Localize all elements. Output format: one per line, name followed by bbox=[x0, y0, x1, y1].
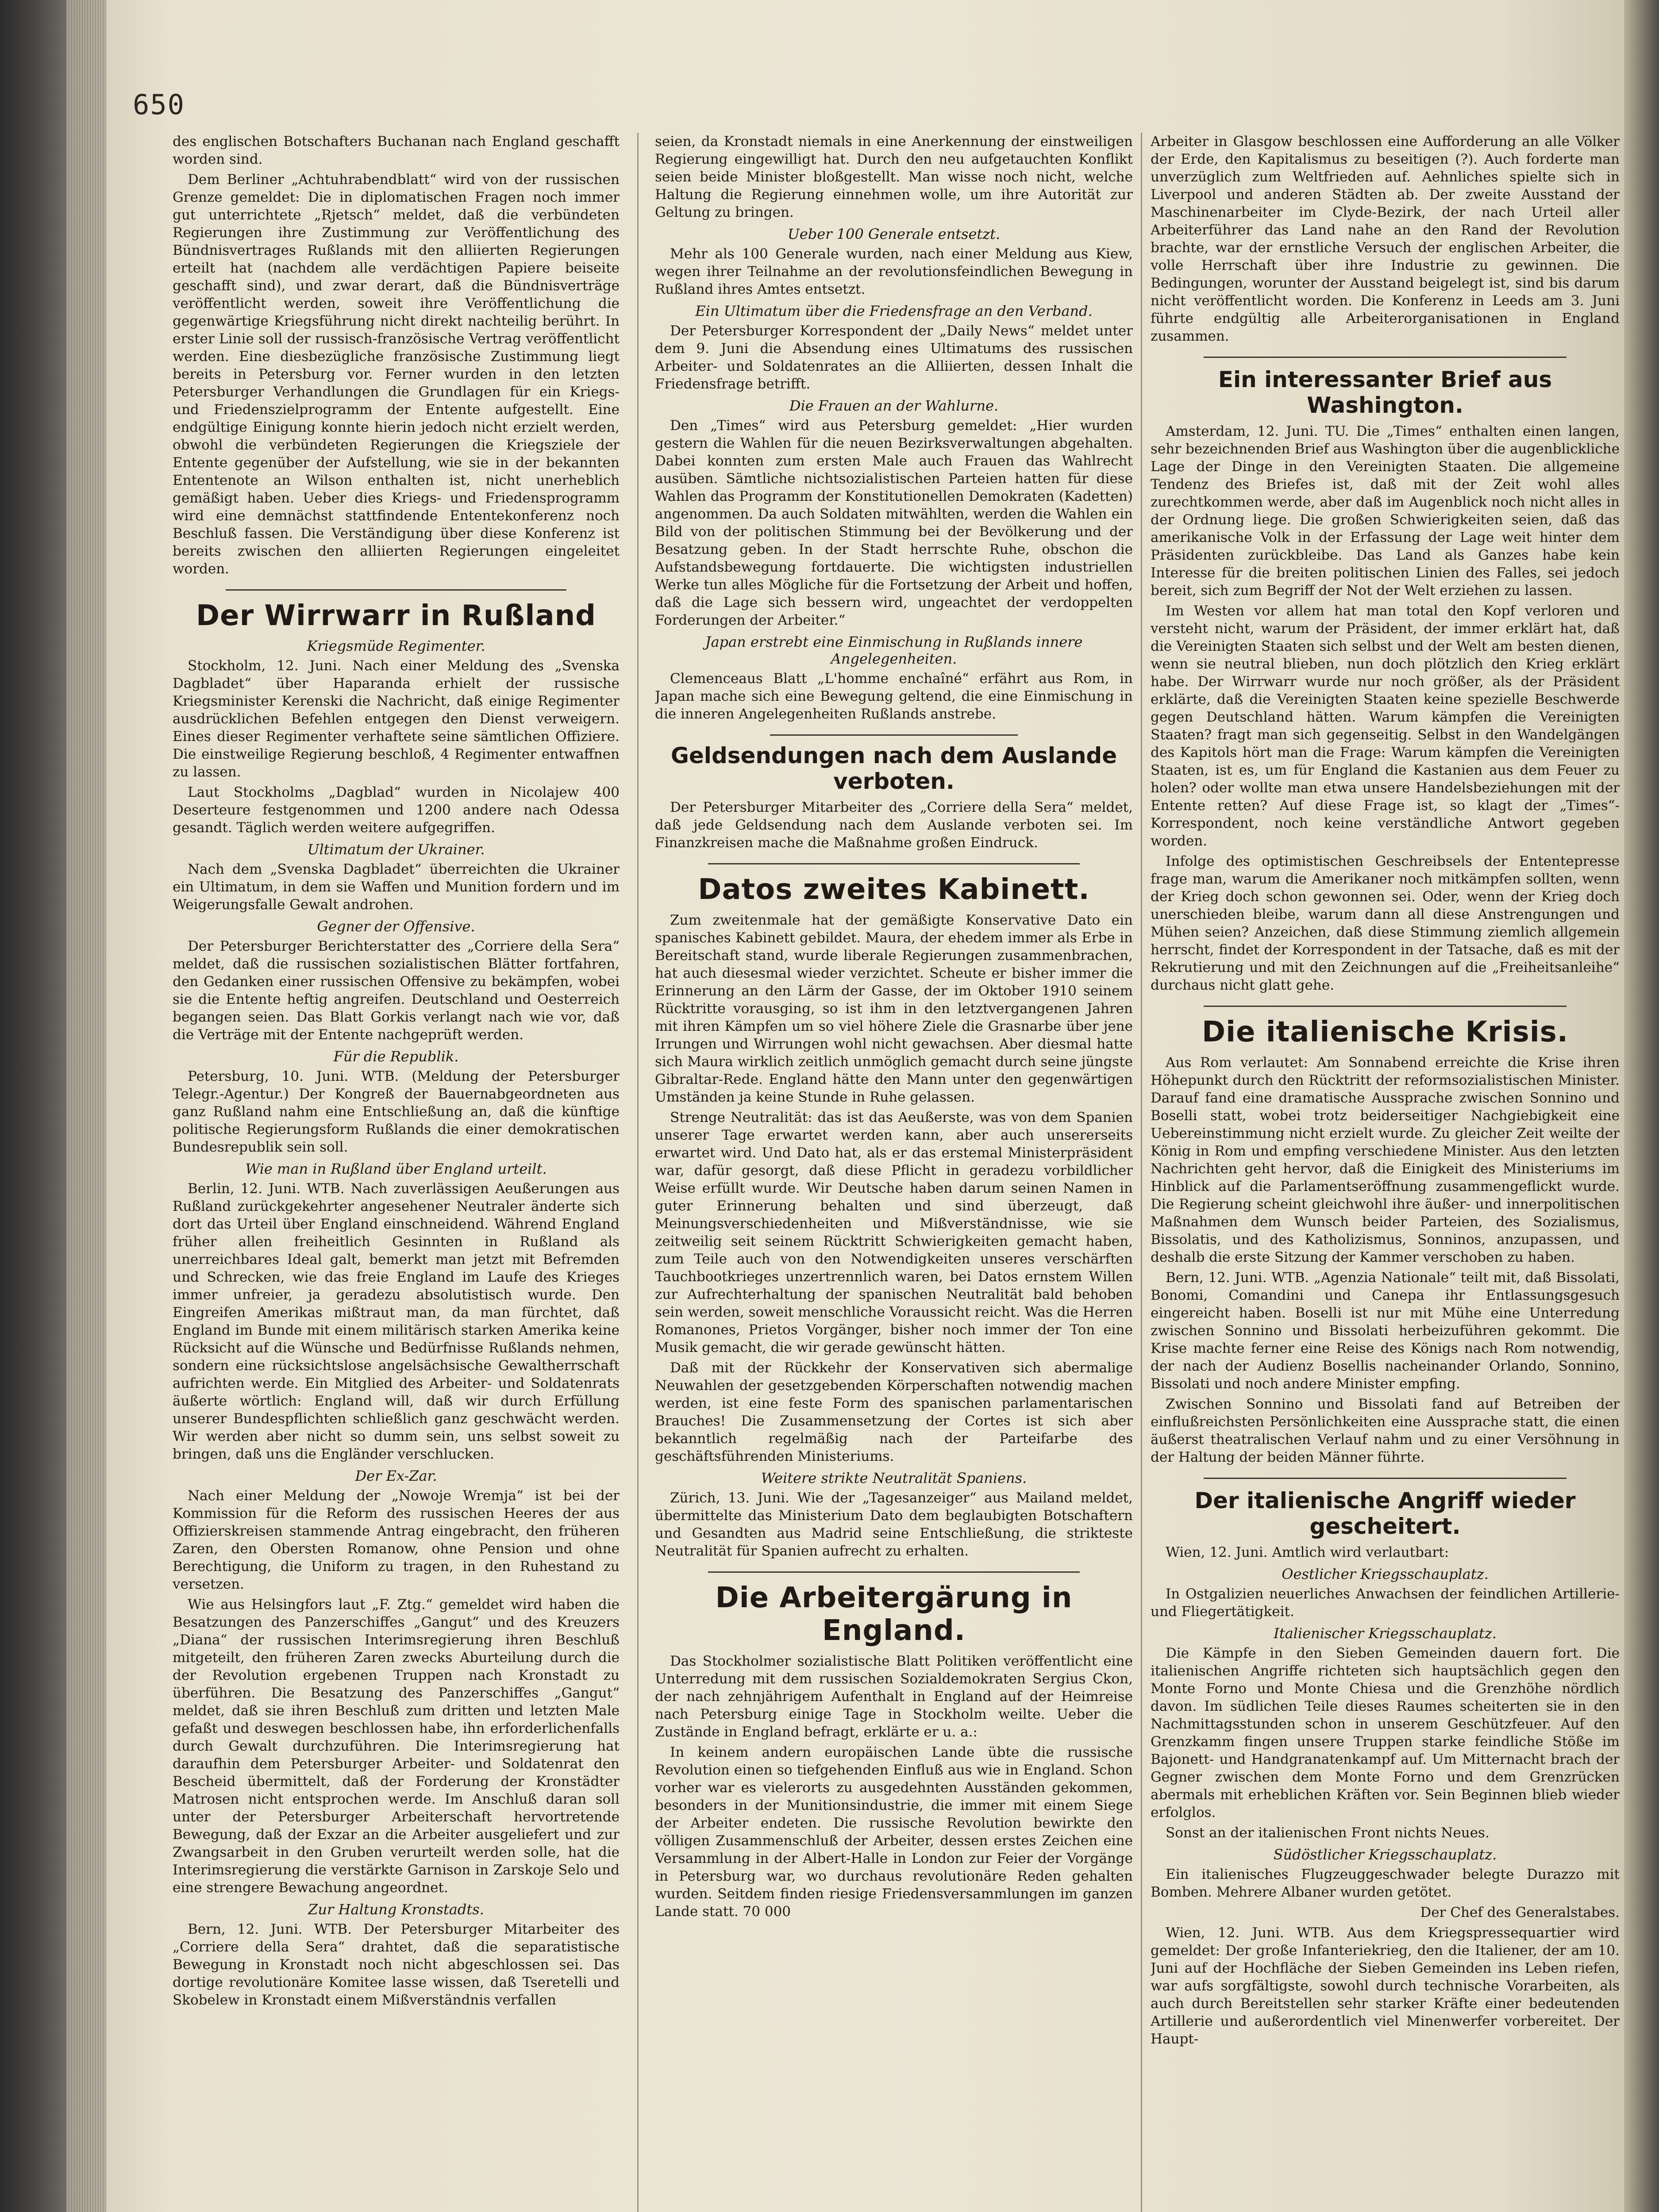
paragraph: Infolge des optimistischen Geschreibsels der Ententepresse frage man, warum die Amerikaner noch mitkämpfen sollten, wenn der Krieg doch schon gewonnen sei. Oder, wenn der Krieg doch unerschieden bleibe, warum dann all diese Anstrengungen und Mühen seien? Anzeichen, daß diese Stimmung ziemlich allgemein herrscht, findet der Korrespondent in der Tatsache, daß es mit der Rekrutierung und mit den Zeichnungen auf die „Freiheitsanleihe“ durchaus nicht glatt gehe. bbox=[1151, 853, 1620, 993]
paragraph: Stockholm, 12. Juni. Nach einer Meldung des „Svenska Dagbladet“ über Haparanda erhielt der russische Kriegsminister Kerenski die Nachricht, daß einige Regimenter ausdrücklichen Befehlen entgegen den Dienst verweigern. Eines dieser Regimenter verhaftete seine sämtlichen Offiziere. Die einstweilige Regierung beschloß, 4 Regimenter entwaffnen zu lassen. bbox=[173, 658, 620, 780]
subheading: Japan erstrebt eine Einmischung in Rußlands innere Angelegenheiten. bbox=[705, 634, 1083, 667]
divider bbox=[1204, 1478, 1567, 1479]
subheading: Oestlicher Kriegsschauplatz. bbox=[1282, 1566, 1489, 1582]
article-arbeitergarung-cont bbox=[1151, 133, 1620, 345]
paragraph: Strenge Neutralität: das ist das Aeußerste, was von dem Spanien unserer Tage erwartet werden kann, aber auch unsererseits erwartet wird. Und Dato hat, als er das erstemal Ministerpräsident war, dafür gesorgt, daß diese Pflicht in geradezu vorbildlicher Weise erfüllt wurde. Wir Deutsche haben darum seinen Namen in guter Erinnerung behalten und sind überzeugt, daß Meinungsverschiedenheiten und Mißverständnisse, wie sie zeitweilig seit seinem Rücktritt Schwierigkeiten gemacht haben, zum Teile auch von den Notwendigkeiten unseres verschärften Tauchbootkrieges unzertrennlich waren, bei Datos ernstem Willen zur Aufrechterhaltung der spanischen Neutralität bald behoben sein werden, soweit menschliche Voraussicht reicht. Was die Herren Romanones, Prietos Vorgänger, bisher noch immer der Ton eine Musik gemacht, die wir gerade gewünscht hätten. bbox=[655, 1110, 1133, 1356]
subheading: Die Frauen an der Wahlurne. bbox=[789, 397, 999, 414]
subheading: Gegner der Offensive. bbox=[317, 918, 475, 935]
paragraph: Bern, 12. Juni. WTB. „Agenzia Nationale“ teilt mit, daß Bissolati, Bonomi, Comandini und Canepa ihr Entlassungsgesuch eingereicht haben. Boselli ist nur mit Mühe eine Unterredung zwischen Sonnino und Bissolati herbeizuführen gekommt. Die Krise machte ferner eine Reise des Königs nach Rom notwendig, der nach der Audienz Bosellis nacheinander Orlando, Sonnino, Bissolati und noch andere Minister empfing. bbox=[1151, 1270, 1620, 1392]
divider bbox=[226, 589, 566, 591]
paragraph: Der Chef des Generalstabes. bbox=[1420, 1905, 1620, 1920]
subheading: Italienischer Kriegsschauplatz. bbox=[1274, 1625, 1497, 1642]
paragraph: Das Stockholmer sozialistische Blatt Politiken veröffentlicht eine Unterredung mit dem russischen Sozialdemokraten Sergius Ckon, der nach zehnjährigem Aufenthalt in England auf der Heimreise nach Petersburg einige Tage in Stockholm weilte. Ueber die Zustände in England befragt, erklärte er u. a.: bbox=[655, 1653, 1133, 1740]
paragraph: Wien, 12. Juni. WTB. Aus dem Kriegspressequartier wird gemeldet: Der große Infanteriekrieg, den die Italiener, der am 10. Juni auf der Hochfläche der Sieben Gemeinden ins Leben riefen, war aufs sorgfältigste, sowohl durch technische Vorarbeiten, als auch durch Bereitstellen sehr starker Kräfte einer bedeutenden Artillerie und außerordentlich viel Minenwerfer vorbereitet. Der Haupt- bbox=[1151, 1925, 1620, 2047]
paragraph: Nach dem „Svenska Dagbladet“ überreichten die Ukrainer ein Ultimatum, in dem sie Waffen und Munition fordern und im Weigerungsfalle Gewalt androhen. bbox=[173, 861, 620, 913]
column-3 bbox=[1151, 133, 1620, 2212]
headline: Datos zweites Kabinett. bbox=[698, 873, 1090, 906]
paragraph: Clemenceaus Blatt „L'homme enchaîné“ erfährt aus Rom, in Japan mache sich eine Bewegung geltend, die eine Einmischung in die inneren Angelegenheiten Rußlands anstrebe. bbox=[655, 671, 1133, 722]
article-wirrwarr-cont bbox=[655, 133, 1133, 723]
divider bbox=[1204, 1006, 1567, 1007]
paragraph: Der Petersburger Mitarbeiter des „Corriere della Sera“ meldet, daß jede Geldsendung nach dem Auslande verboten sei. Im Finanzkreisen mache die Maßnahme großen Eindruck. bbox=[655, 799, 1133, 851]
paragraph: Dem Berliner „Achtuhrabendblatt“ wird von der russischen Grenze gemeldet: Die in diplomatischen Fragen noch immer gut unterrichtete „Rjetsch“ meldet, daß die verbündeten Regierungen ihre Zustimmung zur Veröffentlichung des Bündnisvertrages Rußlands mit den alliierten Regierungen erteilt hat (nachdem alle verdächtigen Papiere beiseite geschafft sind), und zwar derart, daß die Bündnisverträge veröffentlicht werden, soweit ihre Veröffentlichung die gegenwärtige Kriegsführung nicht direkt nachteilig berührt. In erster Linie soll der russisch-französische Vertrag veröffentlicht werden. Eine diesbezügliche französische Zustimmung liegt bereits in Petersburg vor. Ferner wurden in den letzten Petersburger Verhandlungen die Grundlagen für ein Kriegs- und Friedenszielprogramm der Entente aufgestellt. Eine endgültige Einigung konnte hierin jedoch nicht erzielt werden, obwohl die verbündeten Regierungen die Kriegsziele der Entente gegenüber der Aufstellung, wie sie in der bekannten Ententenote an Wilson enthalten ist, nicht unerheblich gemäßigt haben. Ueber dies Kriegs- und Friedensprogramm wird eine demnächst stattfindende Ententekonferenz noch Beschluß fassen. Die Verständigung über diese Konferenz ist bereits zwischen den alliierten Regierungen eingeleitet worden. bbox=[173, 172, 620, 577]
divider bbox=[708, 1571, 1080, 1573]
page-edge-right bbox=[1624, 0, 1659, 2212]
divider bbox=[708, 863, 1080, 864]
paragraph: Zürich, 13. Juni. Wie der „Tagesanzeiger“ aus Mailand meldet, übermittelte das Ministerium Dato dem beglaubigten Botschaftern und Gesandten aus Madrid seine Entschließung, die strikteste Neutralität für Spanien aufrecht zu erhalten. bbox=[655, 1490, 1133, 1559]
subheading: Für die Republik. bbox=[333, 1048, 459, 1065]
article-italienische-krisis bbox=[1151, 1016, 1620, 1466]
subheading: Wie man in Rußland über England urteilt. bbox=[245, 1160, 547, 1177]
subheading: Ultimatum der Ukrainer. bbox=[307, 841, 485, 858]
divider bbox=[770, 734, 1018, 736]
article-wirrwarr bbox=[173, 599, 620, 2009]
paragraph: Ein italienisches Flugzeuggeschwader belegte Durazzo mit Bomben. Mehrere Albaner wurden getötet. bbox=[1151, 1866, 1620, 1900]
paragraph: Berlin, 12. Juni. WTB. Nach zuverlässigen Aeußerungen aus Rußland zurückgekehrter angesehener Neutraler änderte sich dort das Urteil über England einschneidend. Während England früher allen freiheitlich Gesinnten in Rußland als unerreichbares Ideal galt, bemerkt man jetzt mit Befremden und Schrecken, wie das freie England im Laufe des Krieges immer unfreier, ja geradezu absolutistisch wurde. Den Eingreifen Amerikas mißtraut man, da man fürchtet, daß England im Bunde mit einem militärisch starken Amerika keine Rücksicht auf die Wünsche und Bedürfnisse Rußlands nehmen, sondern eine rücksichtslose angelsächsische Gewaltherrschaft aufrichten werde. Ein Mitglied des Arbeiter- und Soldatenrats äußerte wörtlich: England will, daß wir durch Erfüllung unserer Bundespflichten schließlich ganz geschwächt werden. Wir werden aber nicht so dumm sein, uns selbst soweit zu bringen, daß uns die Engländer verschlucken. bbox=[173, 1181, 620, 1462]
divider bbox=[1204, 357, 1567, 358]
article-italienischer-angriff bbox=[1151, 1488, 1620, 2048]
headline: Der italienische Angriff wieder gescheitert. bbox=[1194, 1488, 1576, 1539]
paragraph: des englischen Botschafters Buchanan nach England geschafft worden sind. bbox=[173, 134, 620, 167]
subheading: Weitere strikte Neutralität Spaniens. bbox=[761, 1470, 1027, 1486]
column-1 bbox=[173, 133, 620, 2212]
paragraph: Zum zweitenmale hat der gemäßigte Konservative Dato ein spanisches Kabinett gebildet. Maura, der ehedem immer als Erbe in Bereitschaft stand, wurde liberale Regierungen zusammenbrachen, hat auch diesesmal wieder verzichtet. Scheute er bisher immer die Erinnerung an den Lärm der Gasse, der im Oktober 1910 seinem Rücktritte vorausging, so ist ihm in den letztvergangenen Jahren mit ihren Kämpfen um so viel höhere Ziele die Grasnarbe über jene Irrungen und Wirrungen wohl nicht gewachsen. Aber diesmal hatte sich Maura wirklich zeitlich unmöglich gemacht durch seine jüngste Gibraltar-Rede. England hätte den Mann unter den gegenwärtigen Umständen ja keine Stunde in Ruhe gelassen. bbox=[655, 912, 1133, 1105]
headline: Der Wirrwarr in Rußland bbox=[196, 599, 596, 632]
subheading: Ein Ultimatum über die Friedensfrage an den Verband. bbox=[695, 303, 1093, 319]
paragraph: Mehr als 100 Generale wurden, nach einer Meldung aus Kiew, wegen ihrer Teilnahme an der revolutionsfeindlichen Bewegung in Rußland ihres Amtes entsetzt. bbox=[655, 246, 1133, 297]
paragraph: Petersburg, 10. Juni. WTB. (Meldung der Petersburger Telegr.-Agentur.) Der Kongreß der Bauernabgeordneten aus ganz Rußland nahm eine Entschließung an, daß die künftige politische Regierungsform Rußlands die einer demokratischen Bundesrepublik sein soll. bbox=[173, 1068, 620, 1155]
paragraph: Wie aus Helsingfors laut „F. Ztg.“ gemeldet wird haben die Besatzungen des Panzerschiffes „Gangut“ und des Kreuzers „Diana“ der russischen Interimsregierung ihren Beschluß mitgeteilt, den früheren Zaren zwecks Aburteilung durch die der Revolution ergebenen Truppen nach Kronstadt zu überführen. Die Besatzung des Panzerschiffes „Gangut“ meldet, daß sie ihren Beschluß zum dritten und letzten Male gefaßt und deswegen beschlossen habe, ihn erforderlichenfalls durch Gewalt durchzuführen. Die Interimsregierung hat daraufhin dem Petersburger Arbeiter- und Soldatenrat den Bescheid übermittelt, daß der Forderung der Kronstädter Matrosen nicht entsprochen werde. Im Anschluß daran soll unter der Petersburger Arbeiterschaft hervortretende Bewegung, daß der Exzar an die Arbeiter ausgeliefert und zur Zwangsarbeit in den Gruben verurteilt werden solle, hat die Interimsregierung die verstärkte Garnison in Zarskoje Selo und eine strengere Bewachung angeordnet. bbox=[173, 1597, 620, 1896]
paragraph: Zwischen Sonnino und Bissolati fand auf Betreiben der einflußreichsten Persönlichkeiten eine Aussprache statt, die einen äußerst theatralischen Verlauf nahm und zu einer Versöhnung in der Haltung der beiden Männer führte. bbox=[1151, 1396, 1620, 1465]
paragraph: Aus Rom verlautet: Am Sonnabend erreichte die Krise ihren Höhepunkt durch den Rücktritt der reformsozialistischen Minister. Darauf fand eine dramatische Aussprache zwischen Sonnino und Boselli statt, wobei trotz beiderseitiger Nachgiebigkeit eine Uebereinstimmung nicht erzielt wurde. Zu gleicher Zeit weilte der König in Rom und empfing verschiedene Minister. Aus den letzten Nachrichten geht hervor, daß die Einigkeit des Ministeriums im Hinblick auf die Parlamentseröffnung zusammengeflickt wurde. Die Regierung scheint gleichwohl ihre äußer- und innerpolitischen Maßnahmen dem Wunsch beider Parteien, des Sozialismus, Bissolatis, und des Katholizismus, Sonninos, anzupassen, und deshalb die erste Sitzung der Kammer verschoben zu haben. bbox=[1151, 1055, 1620, 1265]
subheading: Ueber 100 Generale entsetzt. bbox=[787, 226, 1001, 242]
subheading: Zur Haltung Kronstadts. bbox=[308, 1901, 484, 1918]
page-edges-left bbox=[66, 0, 106, 2212]
paragraph: Der Petersburger Korrespondent der „Daily News“ meldet unter dem 9. Juni die Absendung eines Ultimatums des russischen Arbeiter- und Soldatenrates an die Alliierten, dessen Inhalt die Friedensfrage betrifft. bbox=[655, 323, 1133, 392]
paragraph: seien, da Kronstadt niemals in eine Anerkennung der einstweiligen Regierung eingewilligt hat. Durch den neu aufgetauchten Konflikt seien beide Minister bloßgestellt. Man wisse noch nicht, welche Haltung die Regierung einnehmen wolle, um ihre Autorität zur Geltung zu bringen. bbox=[655, 134, 1133, 220]
paragraph: Den „Times“ wird aus Petersburg gemeldet: „Hier wurden gestern die Wahlen für die neuen Bezirksverwaltungen abgehalten. Dabei konnten zum ersten Male auch Frauen das Wahlrecht ausüben. Sämtliche nichtsozialistischen Parteien hatten für diese Wahlen das Programm der Konstitutionellen Demokraten (Kadetten) angenommen. Da auch Soldaten mitwählten, werden die Wahlen ein Bild von der politischen Stimmung bei der Bevölkerung und der Besatzung geben. In der Stadt herrschte Ruhe, obschon die Aufstandsbewegung fortdauerte. Die wichtigsten industriellen Werke tun alles Mögliche für die Fortsetzung der Arbeit und hoffen, daß die Lage sich bessern wird, ungeachtet der verdoppelten Forderungen der Arbeiter.“ bbox=[655, 418, 1133, 628]
subheading: Der Ex-Zar. bbox=[355, 1467, 437, 1484]
column-rule bbox=[1141, 133, 1142, 2212]
paragraph: Sonst an der italienischen Front nichts Neues. bbox=[1166, 1825, 1490, 1841]
paragraph: Die Kämpfe in den Sieben Gemeinden dauern fort. Die italienischen Angriffe richteten sich hauptsächlich gegen den Monte Forno und Monte Chiesa und die Grenzhöhe nördlich davon. Im südlichen Teile dieses Raumes scheiterten sie in den Nachmittagsstunden schon in unserem Geschützfeuer. Auf den Grenzkamm fingen unsere Truppen starke feindliche Stöße im Bajonett- und Handgranatenkampf auf. Um Mitternacht brach der Gegner zwischen dem Monte Forno und dem Grenzrücken abermals mit erheblichen Kräften vor. Sein Beginnen blieb wieder erfolglos. bbox=[1151, 1645, 1620, 1820]
headline: Die italienische Krisis. bbox=[1201, 1016, 1569, 1048]
paragraph: In keinem andern europäischen Lande übte die russische Revolution einen so tiefgehenden Einfluß aus wie in England. Schon vorher war es vielerorts zu ausgedehnten Ausständen gekommen, besonders in der Munitionsindustrie, die immer mit einem Siege der Arbeiter endeten. Die russische Revolution bewirkte den völligen Zusammenschluß der Arbeiter, dessen erstes Zeichen eine Versammlung in der Albert-Halle in London zur Feier der Vorgänge in Petersburg war, wo durchaus revolutionäre Reden gehalten wurden. Seitdem finden riesige Friedensversammlungen im ganzen Lande statt. 70 000 bbox=[655, 1744, 1133, 1920]
paragraph: Im Westen vor allem hat man total den Kopf verloren und versteht nicht, warum der Präsident, der immer erklärt hat, daß die Vereinigten Staaten sich selbst und der Welt am besten dienen, wenn sie neutral blieben, nun doch plötzlich den Krieg erklärt habe. Der Wirrwarr wurde nur noch größer, als der Präsident erklärte, daß die Vereinigten Staaten keine spezielle Beschwerde gegen Deutschland hätten. Warum kämpfen die Vereinigten Staaten? fragt man sich gegenseitig. Selbst in den Wandelgängen des Kapitols hört man die Frage: Warum kämpfen die Vereinigten Staaten, ist es, um für England die Kastanien aus dem Feuer zu holen? oder wollte man etwa unsere Handelsbeziehungen mit der Entente retten? Auf diese Frage ist, so klagt der „Times“-Korrespondent, noch keine verständliche Antwort gegeben worden. bbox=[1151, 603, 1620, 849]
paragraph: Amsterdam, 12. Juni. TU. Die „Times“ enthalten einen langen, sehr bezeichnenden Brief aus Washington über die augenblickliche Lage der Dinge in den Vereinigten Staaten. Die allgemeine Tendenz des Briefes ist, daß mit der Zeit wohl alles zurechtkommen werde, aber daß im Augenblick noch nicht alles in der Ordnung liege. Die großen Schwierigkeiten seien, daß das amerikanische Volk in der Erfassung der Lage weit hinter dem Präsidenten zurückbleibe. Das Land als Ganzes habe kein Interesse für die breiten politischen Linien des Falles, sei jedoch bereit, sich zum Begriff der Not der Welt erziehen zu lassen. bbox=[1151, 423, 1620, 599]
column-2 bbox=[655, 133, 1133, 2212]
paragraph: Daß mit der Rückkehr der Konservativen sich abermalige Neuwahlen der gesetzgebenden Körperschaften notwendig machen werden, ist eine feste Form des spanischen parlamentarischen Brauches! Die Zusammensetzung der Cortes ist sich aber bekanntlich regelmäßig nach der Parteifarbe des geschäftsführenden Ministeriums. bbox=[655, 1360, 1133, 1464]
paragraph: Arbeiter in Glasgow beschlossen eine Aufforderung an alle Völker der Erde, den Kapitalismus zu beseitigen (?). Auch forderte man unverzüglich zum Weltfrieden auf. Aehnliches spielte sich in Liverpool und anderen Städten ab. Der zweite Ausstand der Maschinenarbeiter im Clyde-Bezirk, der nach Urteil aller Arbeiterführer das Land nahe an den Rand der Revolution brachte, war der ernstliche Versuch der englischen Arbeiter, die volle Herrschaft über ihre Industrie zu gewinnen. Die Bedingungen, worunter der Ausstand beigelegt ist, sind bis darum nicht veröffentlicht worden. Die Konferenz in Leeds am 3. Juni führte endgültig alle Arbeiterorganisationen in England zusammen. bbox=[1151, 134, 1620, 344]
article-bundnisvertrage bbox=[173, 133, 620, 578]
column-rule bbox=[637, 133, 639, 2212]
headline: Ein interessanter Brief aus Washington. bbox=[1218, 367, 1552, 418]
paragraph: Bern, 12. Juni. WTB. Der Petersburger Mitarbeiter des „Corriere della Sera“ drahtet, daß die separatistische Bewegung in Kronstadt noch nicht abgeschlossen sei. Das dortige revolutionäre Komitee lasse wissen, daß Tseretelli und Skobelew in Kronstadt einem Mißverständnis verfallen bbox=[173, 1921, 620, 2008]
paragraph: Nach einer Meldung der „Nowoje Wremja“ ist bei der Kommission für die Reform des russischen Heeres der aus Offizierskreisen stammende Antrag eingebracht, den früheren Zaren, den Obersten Romanow, ohne Pension und ohne Berechtigung, die Uniform zu tragen, in den Ruhestand zu versetzen. bbox=[173, 1488, 620, 1592]
headline: Geldsendungen nach dem Auslande verboten. bbox=[670, 743, 1117, 794]
paragraph: In Ostgalizien neuerliches Anwachsen der feindlichen Artillerie- und Fliegertätigkeit. bbox=[1151, 1586, 1620, 1620]
article-datos-kabinett bbox=[655, 873, 1133, 1560]
headline: Die Arbeitergärung in England. bbox=[715, 1582, 1073, 1647]
subheading: Südöstlicher Kriegsschauplatz. bbox=[1273, 1846, 1497, 1863]
paragraph: Wien, 12. Juni. Amtlich wird verlautbart: bbox=[1166, 1544, 1449, 1560]
paragraph: Der Petersburger Berichterstatter des „Corriere della Sera“ meldet, daß die russischen sozialistischen Blätter fortfahren, den Gedanken einer russischen Offensive zu bekämpfen, wobei sie die Entente heftig angreifen. Deutschland und Oesterreich begangen seien. Das Blatt Gorkis verlangt nach wie vor, daß die Verträge mit der Entente nachgeprüft werden. bbox=[173, 938, 620, 1043]
article-geldsendungen bbox=[655, 743, 1133, 852]
page-number: 650 bbox=[133, 88, 185, 121]
article-arbeitergarung bbox=[655, 1582, 1133, 1920]
paragraph: Laut Stockholms „Dagblad“ wurden in Nicolajew 400 Deserteure festgenommen und 1200 andere nach Odessa gesandt. Täglich werden weitere aufgegriffen. bbox=[173, 784, 620, 836]
subheading: Kriegsmüde Regimenter. bbox=[307, 637, 485, 654]
article-brief-washington bbox=[1151, 367, 1620, 994]
